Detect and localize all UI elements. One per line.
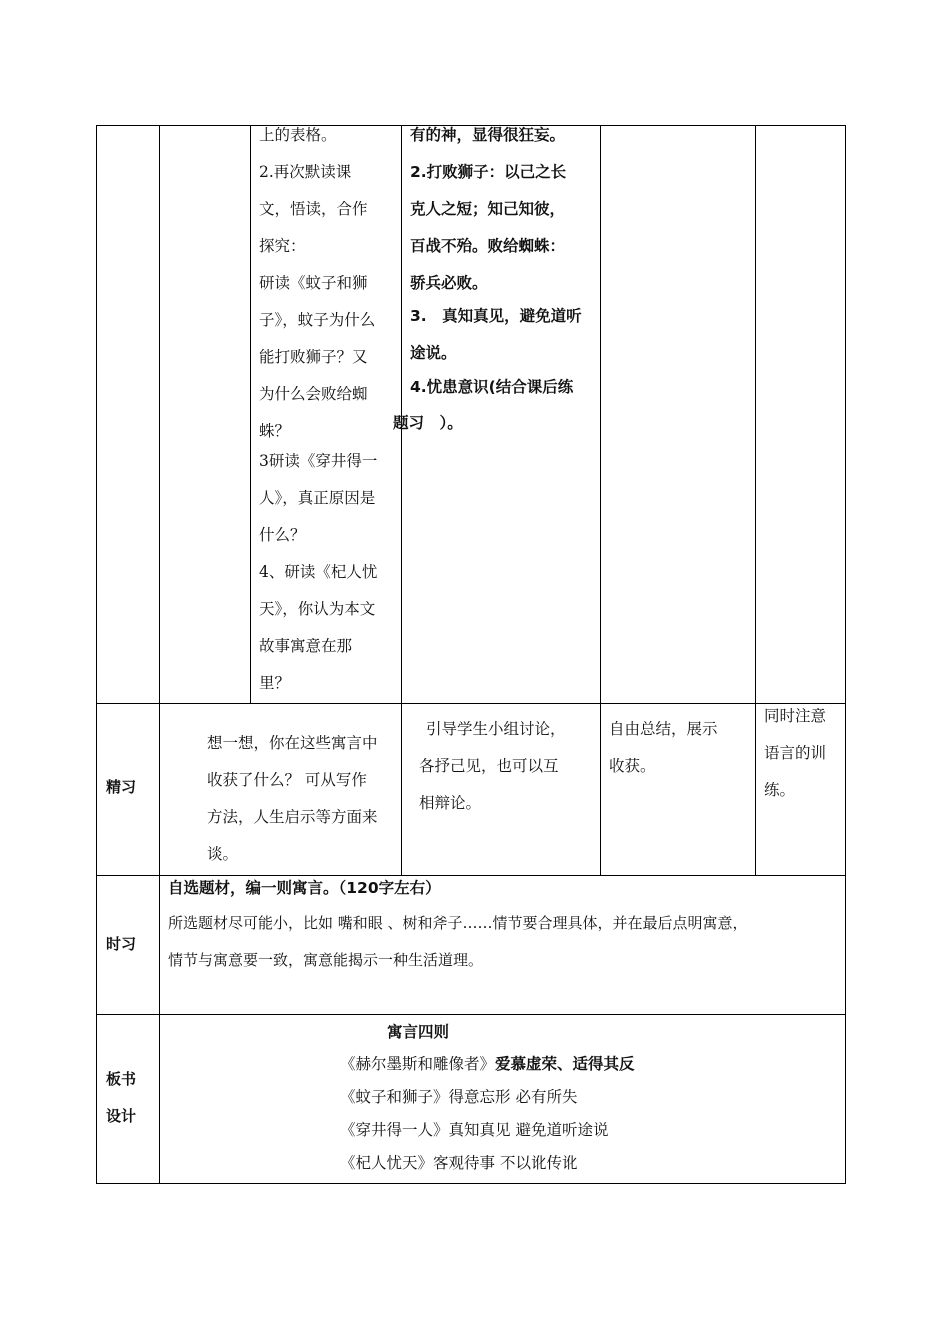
board-moral: 真知真见 避免道听途说 <box>448 1121 609 1139</box>
activity-line: 蛛？ <box>259 422 291 440</box>
activity-line: 里？ <box>259 674 291 692</box>
row-label-banshu: 板书 <box>106 1070 137 1088</box>
board-row <box>340 1085 577 1107</box>
answer-line: 有的神，显得很狂妄。 <box>410 126 566 144</box>
answer-line: 3. 真知真见，避免道听 <box>410 307 582 325</box>
activity-line: 子》，蚊子为什么 <box>259 311 376 329</box>
row-divider-banshu <box>96 1014 846 1015</box>
activity-line: 3研读《穿井得一 <box>259 452 378 470</box>
board-moral: 客观待事 不以讹传讹 <box>433 1154 578 1172</box>
board-title: 寓言四则 <box>387 1023 450 1041</box>
row-label-banshu: 设计 <box>106 1107 137 1125</box>
label-column-divider <box>159 125 160 1184</box>
col-divider-5 <box>755 125 756 875</box>
task-line: 收获了什么？ 可从写作 <box>207 771 367 789</box>
board-work: 《蚊子和狮子》 <box>340 1088 449 1106</box>
note-line: 练。 <box>764 781 796 799</box>
col-divider-3 <box>401 125 402 875</box>
board-work: 《穿井得一人》 <box>340 1121 449 1139</box>
activity-line: 人》，真正原因是 <box>259 489 376 507</box>
table-border-bottom <box>96 1183 846 1184</box>
activity-line: 为什么会败给蜘 <box>259 385 368 403</box>
board-work: 《杞人忧天》 <box>340 1154 434 1172</box>
answer-line: 途说。 <box>410 344 457 362</box>
teacher-line: 引导学生小组讨论， <box>426 720 566 738</box>
teacher-line: 各抒己见，也可以互 <box>419 757 559 775</box>
activity-line: 天》，你认为本文 <box>259 600 376 618</box>
note-line: 语言的训 <box>764 744 827 762</box>
table-border-right <box>845 125 846 1184</box>
activity-line: 什么？ <box>259 526 306 544</box>
note-line: 同时注意 <box>764 707 827 725</box>
shixi-line: 情节与寓意要一致，寓意能揭示一种生活道理。 <box>168 951 484 969</box>
task-line: 谈。 <box>207 845 239 863</box>
student-line: 自由总结，展示 <box>609 720 718 738</box>
row-divider-jingxi <box>96 703 846 704</box>
answer-tail: 题习 ）。 <box>393 414 463 432</box>
answer-line: 骄兵必败。 <box>410 274 488 292</box>
shixi-title: 自选题材，编一则寓言。（120字左右） <box>168 879 441 897</box>
board-moral: 爱慕虚荣、适得其反 <box>495 1055 635 1073</box>
table-border-left <box>96 125 97 1184</box>
answer-line: 百战不殆。败给蜘蛛： <box>410 237 566 255</box>
board-row <box>340 1052 635 1074</box>
board-moral: 得意忘形 必有所失 <box>448 1088 578 1106</box>
col-divider-2 <box>250 125 251 703</box>
activity-line: 故事寓意在那 <box>259 637 353 655</box>
activity-line: 文，悟读，合作 <box>259 200 368 218</box>
row-label-jingxi: 精习 <box>106 778 137 796</box>
teacher-line: 相辩论。 <box>419 794 482 812</box>
col-divider-4 <box>600 125 601 875</box>
activity-line: 2.再次默读课 <box>259 163 352 181</box>
task-line: 想一想，你在这些寓言中 <box>207 734 378 752</box>
activity-line: 研读《蚊子和狮 <box>259 274 368 292</box>
activity-line: 探究： <box>259 237 306 255</box>
board-work: 《赫尔墨斯和雕像者》 <box>340 1055 496 1073</box>
board-row <box>340 1151 577 1173</box>
shixi-line: 所选题材尽可能小，比如 嘴和眼 、树和斧子……情节要合理具体，并在最后点明寓意， <box>168 914 748 932</box>
answer-line: 克人之短；知己知彼， <box>410 200 566 218</box>
answer-line: 2.打败狮子：以己之长 <box>410 163 567 181</box>
row-label-shixi: 时习 <box>106 935 137 953</box>
student-line: 收获。 <box>609 757 656 775</box>
board-row <box>340 1118 608 1140</box>
task-line: 方法，人生启示等方面来 <box>207 808 378 826</box>
answer-line: 4.忧患意识(结合课后练 <box>410 378 574 396</box>
activity-line: 4、研读《杞人忧 <box>259 563 378 581</box>
activity-line: 能打败狮子？又 <box>259 348 368 366</box>
activity-line: 上的表格。 <box>259 126 337 144</box>
